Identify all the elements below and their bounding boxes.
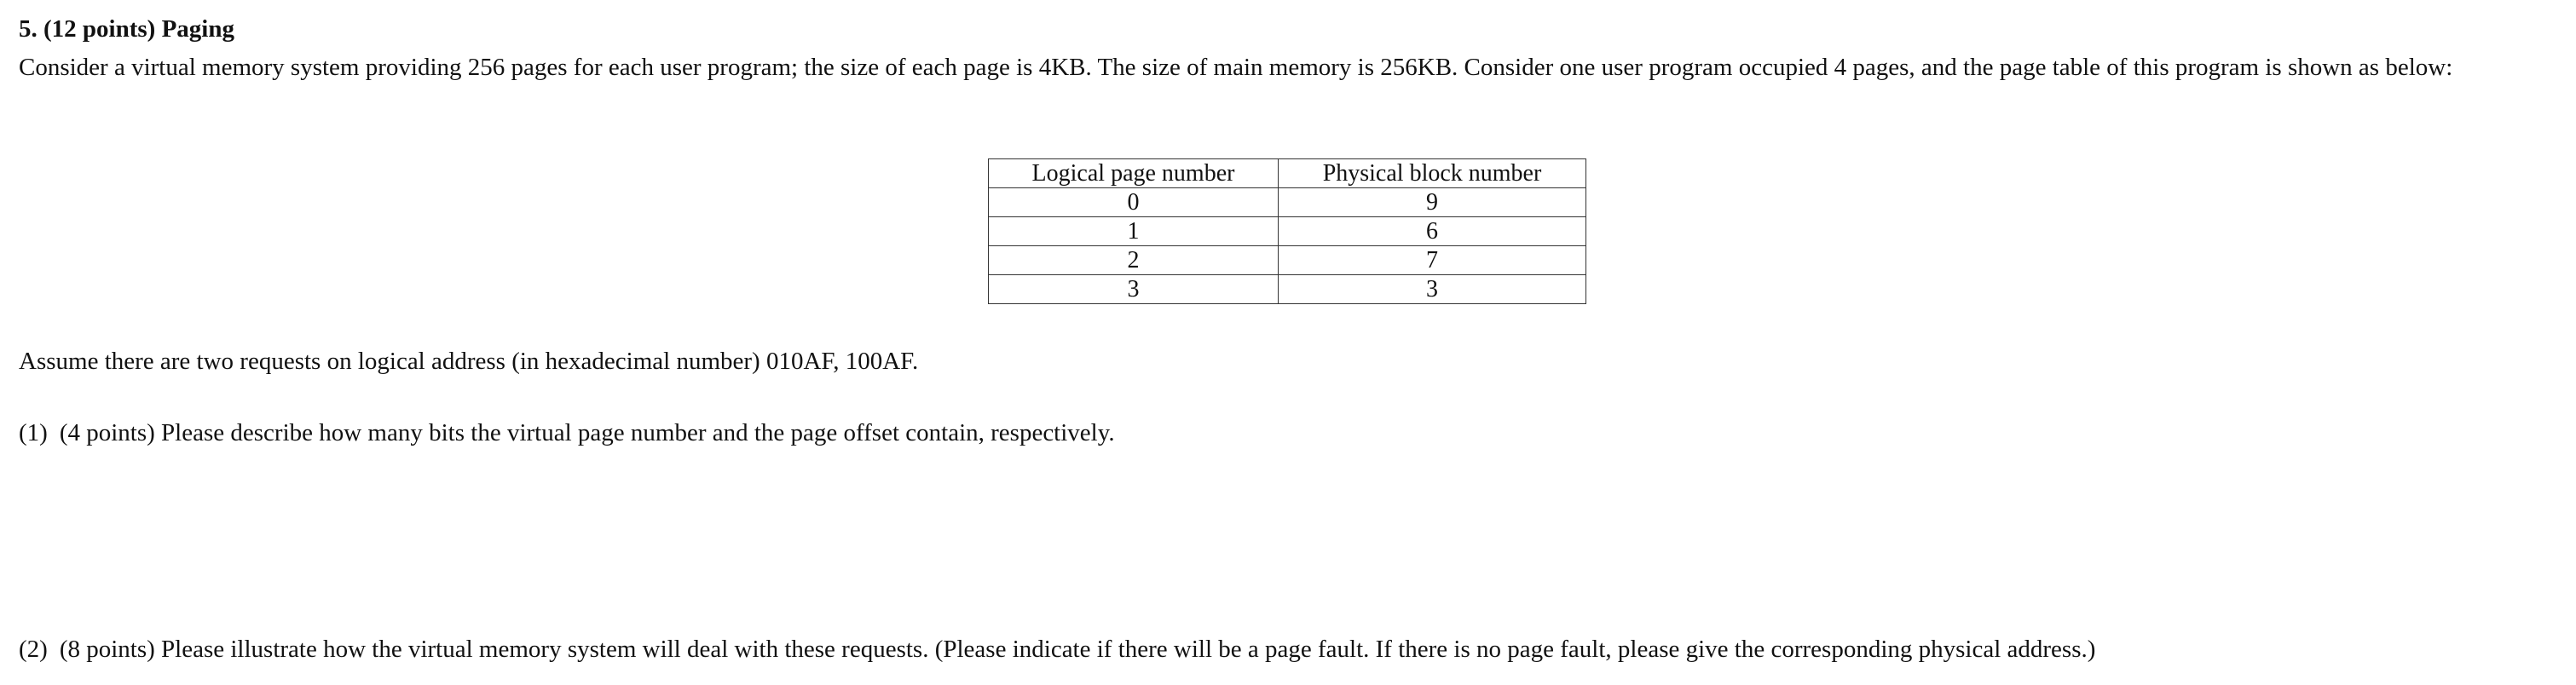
logical-page-cell: 2 (989, 246, 1279, 275)
physical-block-cell: 7 (1279, 246, 1586, 275)
page-table-header-row (989, 159, 1586, 188)
subquestion-1-number: (1) (19, 419, 48, 446)
logical-page-cell: 1 (989, 217, 1279, 246)
assumption-text: Assume there are two requests on logical address (in hexadecimal number) 010AF, 100AF. (19, 348, 919, 375)
question-heading: 5. (12 points) Paging (19, 15, 234, 43)
subquestion-1 (19, 419, 1115, 447)
physical-block-cell: 3 (1279, 275, 1586, 304)
header-physical-block-number: Physical block number (1279, 159, 1586, 188)
logical-page-cell: 0 (989, 188, 1279, 217)
physical-block-cell: 9 (1279, 188, 1586, 217)
question-intro: Consider a virtual memory system providing 256 pages for each user program; the size of each page is 4KB. The size of main memory is 256KB. Consider one user program occupied 4 pages, and the page table of this program is shown as below: (19, 54, 2453, 81)
subquestion-2-number: (2) (19, 636, 48, 663)
table-row (989, 217, 1586, 246)
subquestion-2-text: (8 points) Please illustrate how the virtual memory system will deal with these requests. (Please indicate if there will be a page fault. If there is no page fault, please give the corresponding physical address.) (59, 636, 2096, 663)
subquestion-1-text: (4 points) Please describe how many bits the virtual page number and the page offset contain, respectively. (59, 419, 1115, 446)
physical-block-cell: 6 (1279, 217, 1586, 246)
table-row (989, 275, 1586, 304)
logical-page-cell: 3 (989, 275, 1279, 304)
subquestion-2 (19, 636, 2095, 664)
page-table (988, 158, 1586, 304)
page-table-container (988, 158, 1586, 304)
table-row (989, 188, 1586, 217)
header-logical-page-number: Logical page number (989, 159, 1279, 188)
table-row (989, 246, 1586, 275)
